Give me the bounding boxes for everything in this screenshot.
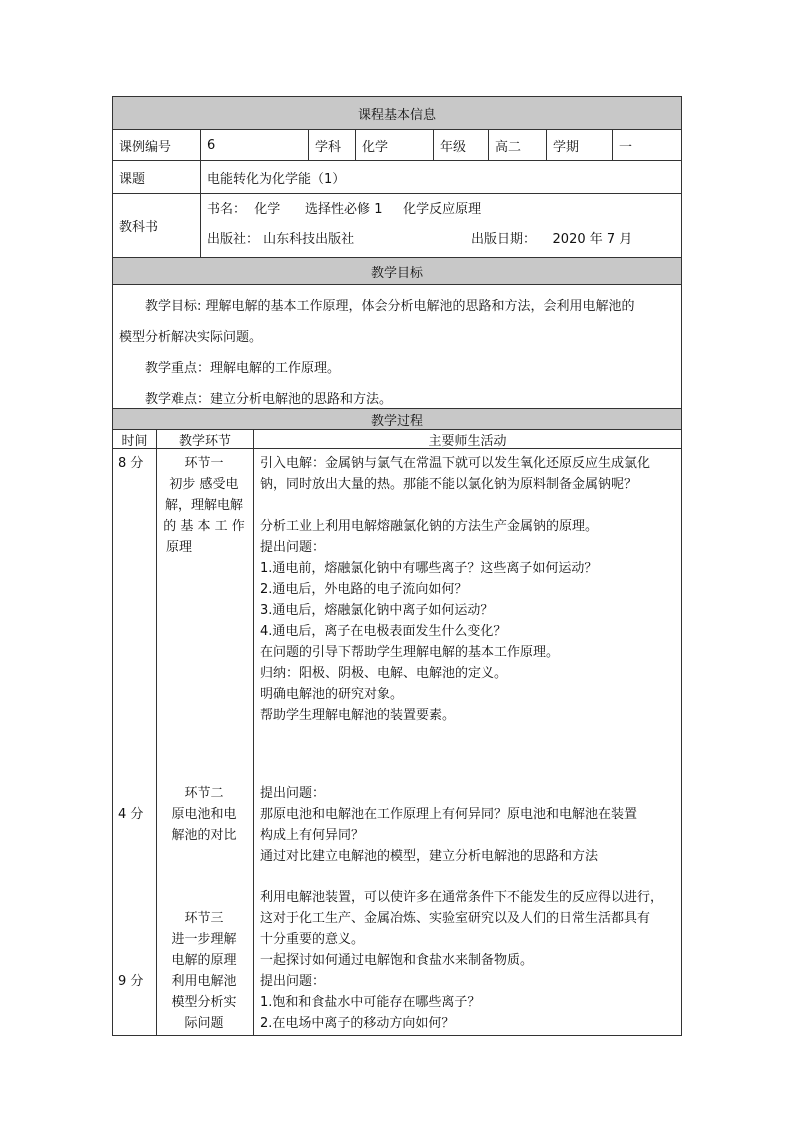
term-value: 一 — [619, 139, 633, 155]
col-segment-header: 教学环节 — [157, 430, 254, 448]
time-column — [113, 449, 157, 1035]
course-info-title: 课程基本信息 — [113, 97, 681, 129]
goals-header-row — [113, 258, 681, 285]
activity-line: 钠，同时放出大量的热。那能不能以氯化钠为原料制备金属钠呢？ — [260, 477, 638, 492]
activity-line: 十分重要的意义。 — [260, 932, 365, 947]
seg1-line: 初步 感受电 — [169, 477, 239, 492]
term-label: 学期 — [547, 130, 613, 160]
textbook-row — [113, 194, 681, 258]
lesson-plan-table — [112, 96, 682, 1036]
case-no-label: 课例编号 — [113, 130, 201, 160]
activity-line: 提出问题： — [260, 540, 326, 555]
activity-line: 在问题的引导下帮助学生理解电解的基本工作原理。 — [260, 645, 560, 660]
grade-value: 高二 — [489, 130, 547, 160]
activity-line: 帮助学生理解电解池的装置要素。 — [260, 708, 456, 723]
goals-title: 教学目标 — [113, 258, 681, 284]
seg1-time: 8 分 — [118, 456, 144, 471]
info-row — [113, 130, 681, 161]
textbook-details — [201, 194, 681, 257]
activity-line: 这对于化工生产、金属冶炼、实验室研究以及人们的日常生活都具有 — [260, 911, 651, 926]
goals-body — [113, 285, 681, 409]
activity-line: 通过对比建立电解池的模型，建立分析电解池的思路和方法 — [260, 849, 599, 864]
segment-column — [157, 449, 254, 1035]
col-time-header: 时间 — [113, 430, 157, 448]
activity-line: 2.通电后，外电路的电子流向如何？ — [260, 582, 468, 597]
activity-line: 一起探讨如何通过电解饱和食盐水来制备物质。 — [260, 953, 534, 968]
seg2-block — [162, 783, 246, 846]
activity-line: 提出问题： — [260, 786, 326, 801]
activity-line: 2.在电场中离子的移动方向如何？ — [260, 1016, 455, 1031]
seg3-line: 模型分析实 — [171, 995, 237, 1010]
process-title: 教学过程 — [113, 409, 681, 429]
course-info-header-row — [113, 97, 681, 130]
grade-label: 年级 — [434, 130, 489, 160]
topic-row — [113, 161, 681, 194]
activity-line: 分析工业上利用电解熔融氯化钠的方法生产金属钠的原理。 — [260, 519, 599, 534]
seg3-time: 9 分 — [118, 974, 144, 989]
topic-label: 课题 — [113, 161, 201, 193]
activity-line: 归纳：阳极、阴极、电解、电解池的定义。 — [260, 666, 508, 681]
goals-target-cont: 模型分析解决实际问题。 — [119, 330, 263, 345]
col-activity-header: 主要师生活动 — [428, 433, 507, 449]
seg3-block — [162, 908, 246, 1034]
activity-line: 明确电解池的研究对象。 — [260, 687, 404, 702]
seg1-line: 原理 — [166, 540, 193, 555]
subject-value: 化学 — [356, 130, 434, 160]
activity-line: 构成上有何异同？ — [260, 828, 365, 843]
case-no-value: 6 — [201, 130, 309, 160]
topic-value: 电能转化为化学能（1） — [207, 171, 346, 187]
activity-line: 引入电解：金属钠与氯气在常温下就可以发生氧化还原反应生成氯化 — [260, 456, 651, 471]
seg3-line: 进一步理解 — [171, 932, 237, 947]
subject-label: 学科 — [309, 130, 356, 160]
textbook-label: 教科书 — [113, 194, 201, 257]
activity-line: 1.饱和和食盐水中可能存在哪些离子？ — [260, 995, 481, 1010]
seg2-line: 原电池和电 — [171, 807, 237, 822]
activity-column — [254, 449, 681, 1035]
goals-difficulty: 教学难点：建立分析电解池的思路和方法。 — [145, 392, 393, 407]
seg1-line: 解，理解电解 — [164, 498, 243, 513]
process-header-row — [113, 409, 681, 430]
textbook-publisher: 出版社： 山东科技出版社 — [207, 232, 355, 247]
textbook-pub-date: 出版日期： 2020 年 7 月 — [471, 232, 633, 247]
process-body — [113, 449, 681, 1035]
seg1-block — [162, 453, 246, 558]
activity-line: 4.通电后，离子在电极表面发生什么变化？ — [260, 624, 507, 639]
seg2-time: 4 分 — [118, 807, 144, 822]
process-column-headers — [113, 430, 681, 449]
activity-line: 提出问题： — [260, 974, 326, 989]
activity-line: 利用电解池装置，可以使许多在通常条件下不能发生的反应得以进行， — [260, 890, 664, 905]
seg3-line: 电解的原理 — [171, 953, 237, 968]
activity-line: 1.通电前，熔融氯化钠中有哪些离子？这些离子如何运动？ — [260, 561, 598, 576]
activity-line: 那原电池和电解池在工作原理上有何异同？原电池和电解池在装置 — [260, 807, 638, 822]
goals-key-point: 教学重点：理解电解的工作原理。 — [145, 361, 341, 376]
seg3-line: 环节三 — [184, 911, 224, 926]
seg1-line: 的 基 本 工 作 — [163, 519, 245, 534]
seg2-line: 解池的对比 — [171, 828, 237, 843]
activity-line: 3.通电后，熔融氯化钠中离子如何运动？ — [260, 603, 494, 618]
seg3-line: 际问题 — [184, 1016, 224, 1031]
seg3-line: 利用电解池 — [171, 974, 237, 989]
textbook-book-line: 书名： 化学 选择性必修 1 化学反应原理 — [207, 202, 482, 217]
seg2-line: 环节二 — [184, 786, 224, 801]
goals-target: 教学目标: 理解电解的基本工作原理，体会分析电解池的思路和方法，会利用电解池的 — [145, 299, 635, 314]
seg1-line: 环节一 — [184, 456, 224, 471]
